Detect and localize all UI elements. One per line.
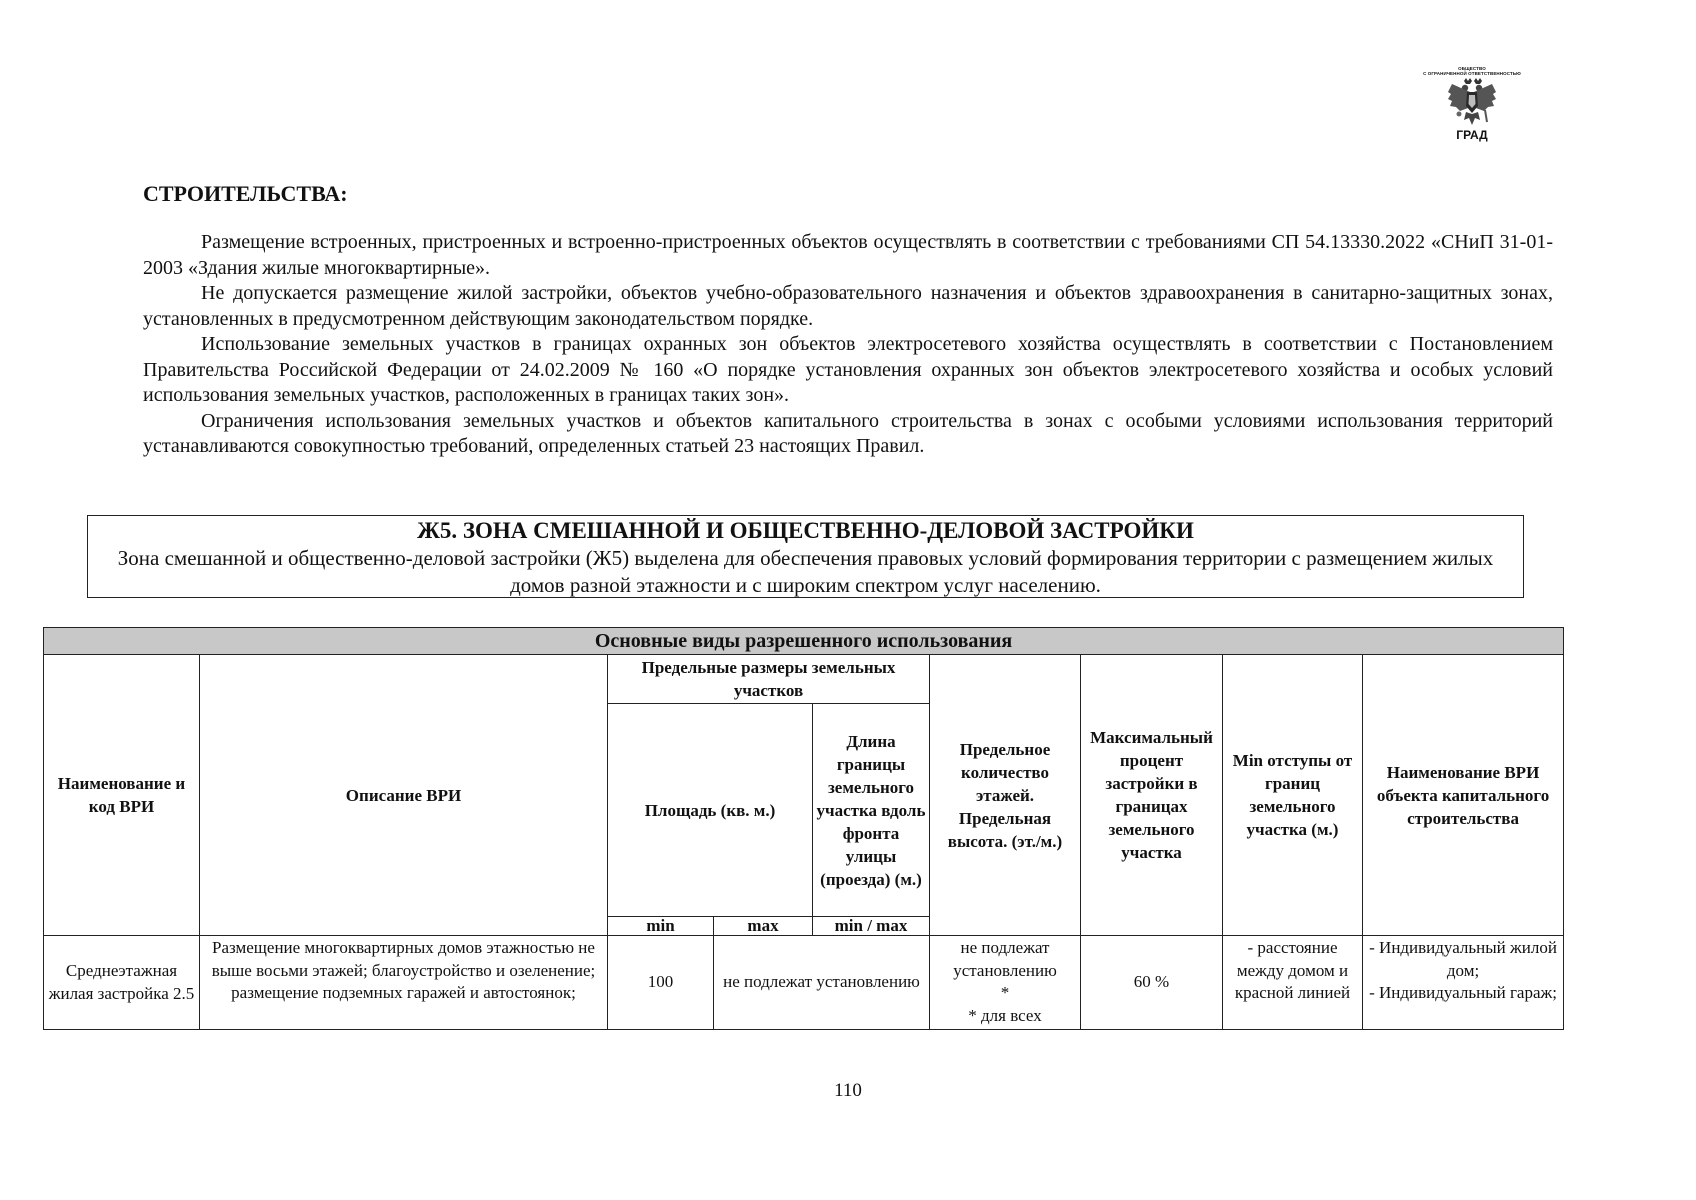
cell-name-code: Среднеэтажная жилая застройка 2.5 [44,936,200,1030]
body-text [143,230,1553,460]
cell-floors: не подлежат установлению * * для всех [930,936,1081,1030]
double-headed-eagle-icon [1446,78,1498,128]
cell-area-min: 100 [608,936,714,1030]
cell-area-max-frontage: не подлежат установлению [714,936,930,1030]
logo-org-type-line-1: ОБЩЕСТВО [1458,66,1486,71]
cell-coverage: 60 % [1081,936,1223,1030]
paragraph-usage-restrictions: Ограничения использования земельных участков и объектов капитального строительства в зонах с особыми условиями использования территорий устанавливаются совокупностью требований, определенных статьей 23 настоящих Правил. [143,409,1553,457]
header-coverage: Максимальный процент застройки в границах земельного участка [1081,655,1223,936]
logo-company-name: ГРАД [1456,128,1488,142]
permitted-use-table [43,627,1564,1030]
header-floors: Предельное количество этажей. Предельная высота. (эт./м.) [930,655,1081,936]
zone-box [87,515,1524,598]
paragraph-placement-requirements: Размещение встроенных, пристроенных и встроенно-пристроенных объектов осуществлять в соответствии с требованиями СП 54.13330.2022 «СНиП 31-01-2003 «Здания жилые многоквартирные». [143,231,1553,279]
page-number: 110 [834,1080,862,1101]
table-title: Основные виды разрешенного использования [44,628,1564,655]
logo-org-type-line-2: С ОГРАНИЧЕННОЙ ОТВЕТСТВЕННОСТЬЮ [1423,71,1521,76]
header-area: Площадь (кв. м.) [608,704,813,917]
section-heading: СТРОИТЕЛЬСТВА: [143,181,348,206]
paragraph-power-grid-zones: Использование земельных участков в границах охранных зон объектов электросетевого хозяйства осуществлять в соответствии с Постановлением Правительства Российской Федерации от 24.02.2009 № 160 «О порядке установления охранных зон объектов электросетевого хозяйства и особых условий использования земельных участков, расположенных в границах таких зон». [143,333,1553,406]
zone-title: Ж5. ЗОНА СМЕШАННОЙ И ОБЩЕСТВЕННО-ДЕЛОВОЙ ЗАСТРОЙКИ [417,518,1194,543]
table-row [44,936,1564,1030]
header-capital-objects: Наименование ВРИ объекта капитального строительства [1363,655,1564,936]
header-description: Описание ВРИ [200,655,608,936]
cell-description: Размещение многоквартирных домов этажностью не выше восьми этажей; благоустройство и озеленение; размещение подземных гаражей и автостоянок; [200,936,608,1030]
cell-setbacks: - расстояние между домом и красной линией [1223,936,1363,1030]
header-plot-sizes: Предельные размеры земельных участков [608,655,930,704]
header-area-max: max [714,917,813,936]
header-frontage: Длина границы земельного участка вдоль фронта улицы (проезда) (м.) [813,704,930,917]
header-name-code: Наименование и код ВРИ [44,655,200,936]
paragraph-sanitary-zones: Не допускается размещение жилой застройки, объектов учебно-образовательного назначения и объектов здравоохранения в санитарно-защитных зонах, установленных в предусмотренном действующим законодательством порядке. [143,282,1553,330]
cell-capital-objects: - Индивидуальный жилой дом; - Индивидуальный гараж; [1363,936,1564,1030]
header-frontage-min-max: min / max [813,917,930,936]
header-setbacks: Min отступы от границ земельного участка (м.) [1223,655,1363,936]
zone-description: Зона смешанной и общественно-деловой застройки (Ж5) выделена для обеспечения правовых условий формирования территории с размещением жилых домов разной этажности и с широким спектром услуг населению. [117,546,1494,597]
company-logo [1386,66,1558,142]
header-area-min: min [608,917,714,936]
